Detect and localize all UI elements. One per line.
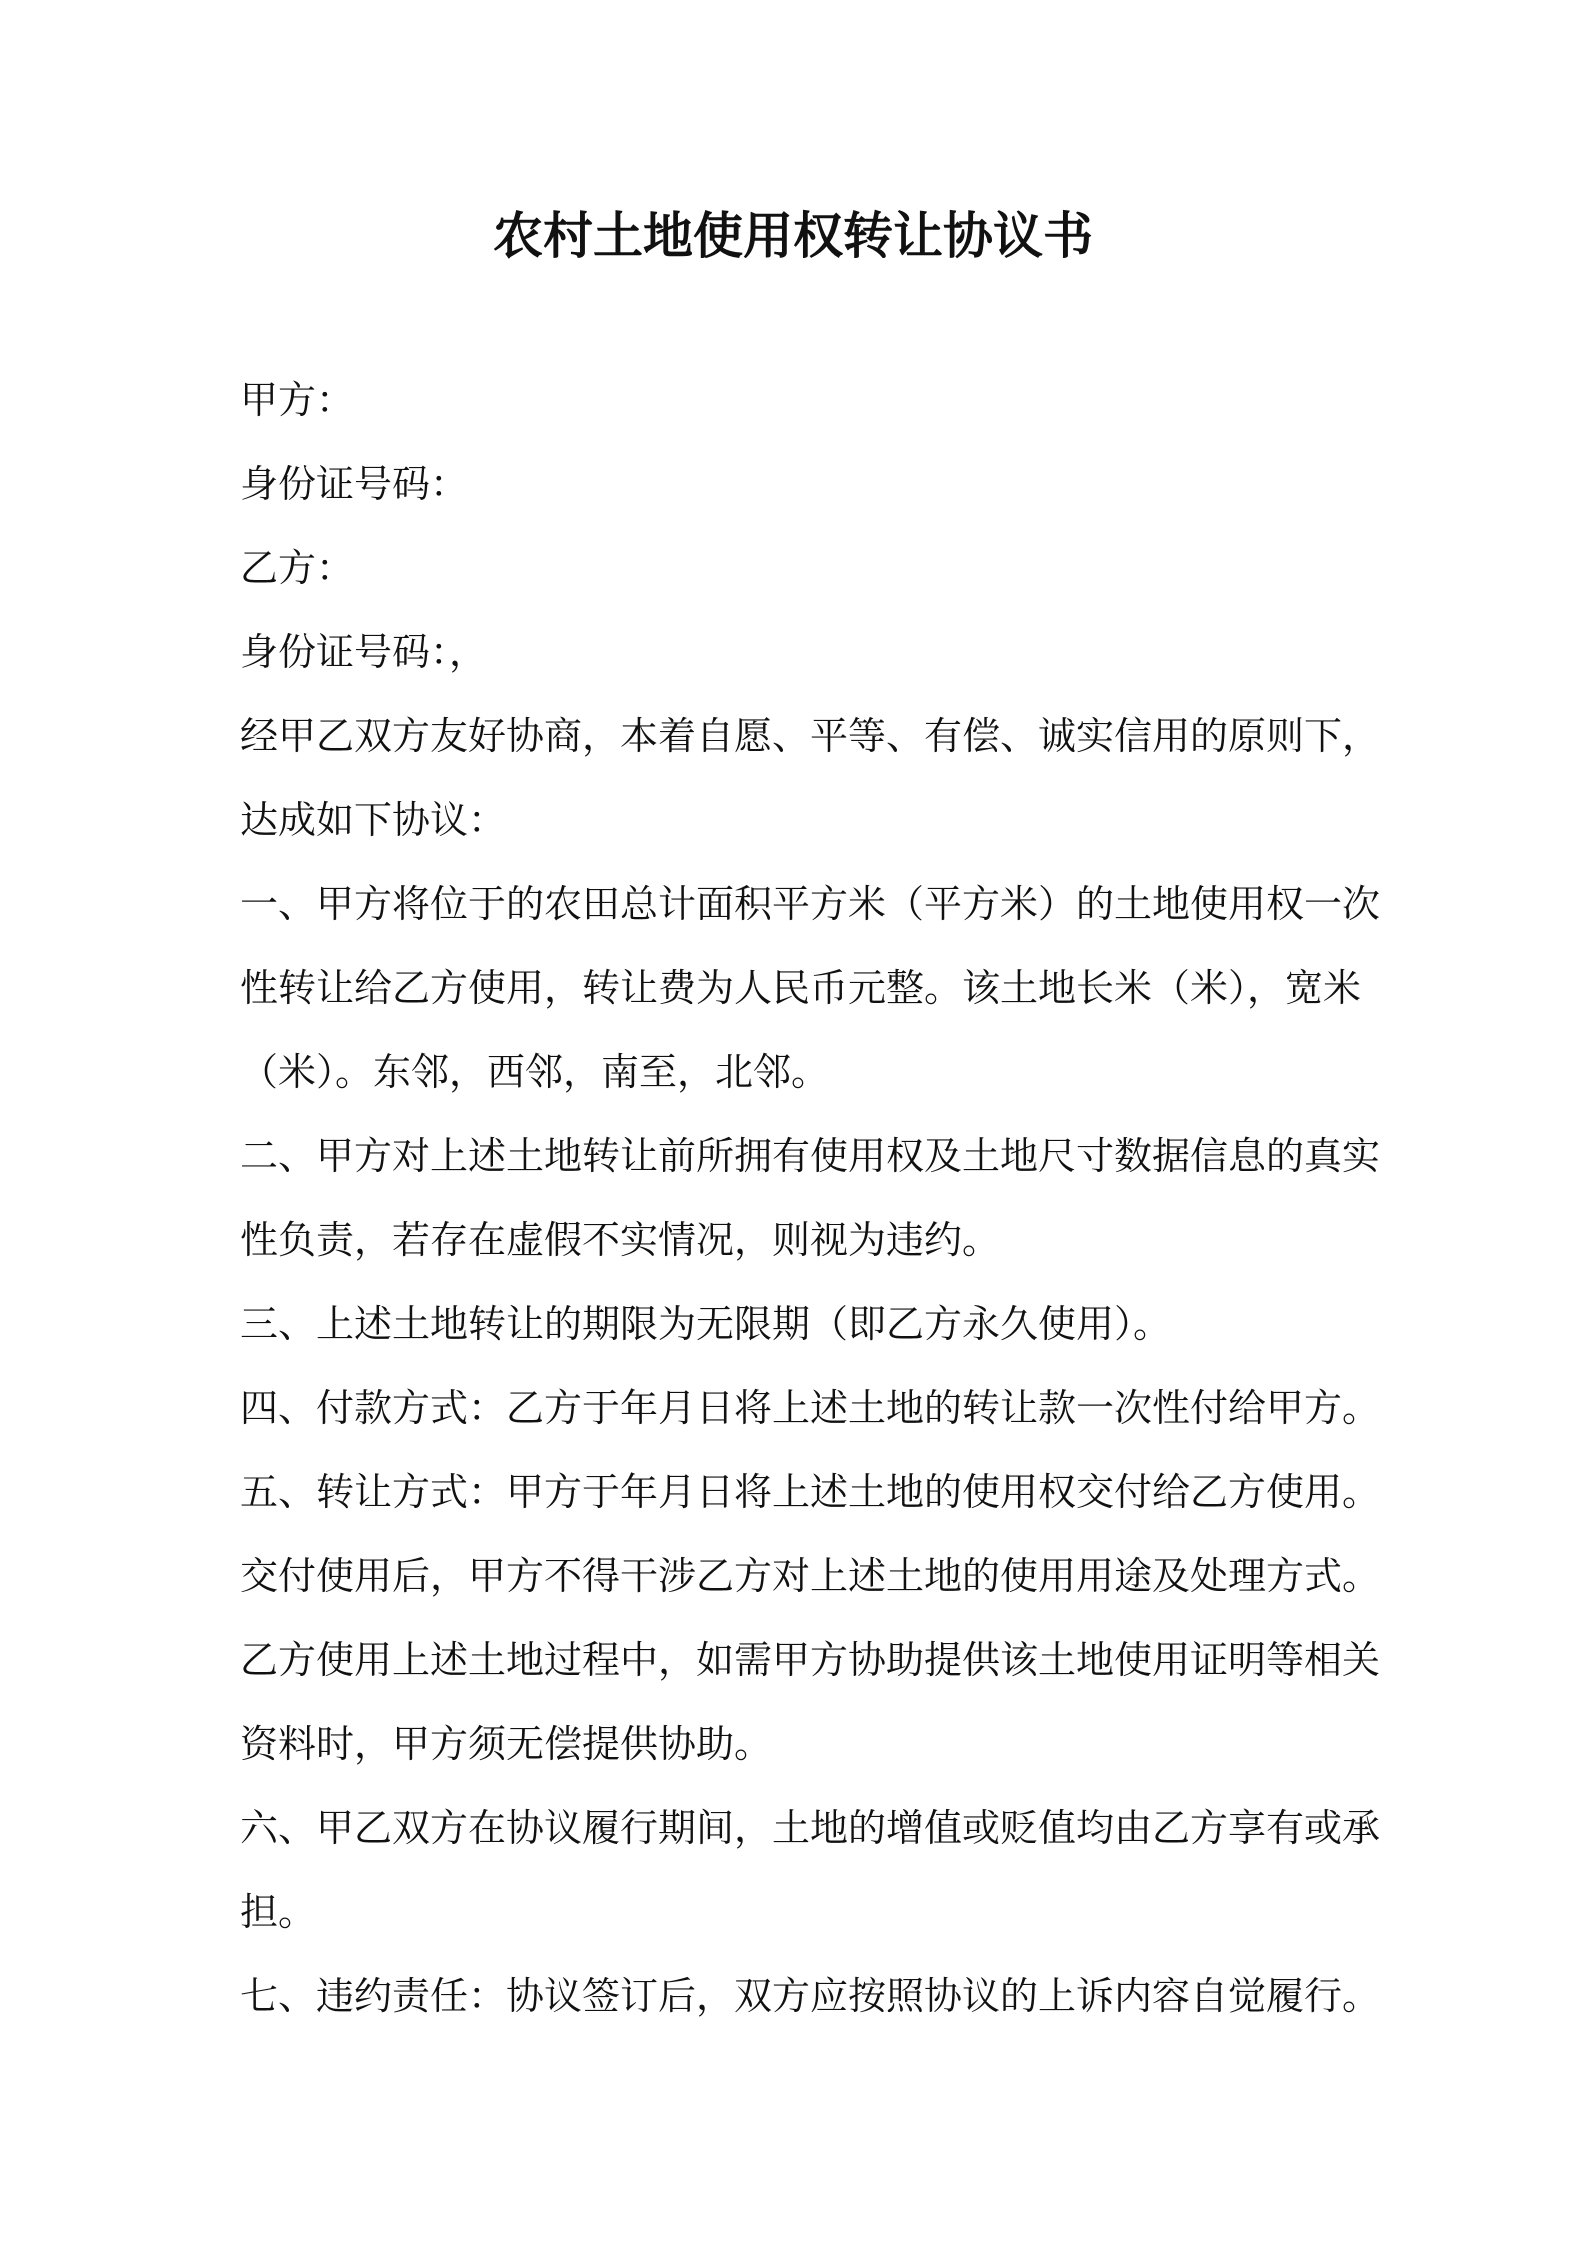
text-line: 性转让给乙方使用，转让费为人民币元整。该土地长米（米），宽米 xyxy=(240,966,1362,1010)
text-line: 身份证号码： xyxy=(240,462,469,506)
text-line: 乙方： xyxy=(240,546,355,590)
document-body xyxy=(240,358,1381,2038)
text-line: 七、违约责任：协议签订后，双方应按照协议的上诉内容自觉履行。 xyxy=(240,1974,1381,2018)
text-line: 二、甲方对上述土地转让前所拥有使用权及土地尺寸数据信息的真实 xyxy=(240,1134,1381,1178)
text-line: 乙方使用上述土地过程中，如需甲方协助提供该土地使用证明等相关 xyxy=(240,1638,1381,1682)
text-line: 性负责，若存在虚假不实情况，则视为违约。 xyxy=(240,1218,1001,1262)
document-title: 农村土地使用权转让协议书 xyxy=(493,207,1093,265)
text-line: 交付使用后，甲方不得干涉乙方对上述土地的使用用途及处理方式。 xyxy=(240,1554,1381,1598)
text-line: 四、付款方式：乙方于年月日将上述土地的转让款一次性付给甲方。 xyxy=(240,1386,1381,1430)
text-line: 三、上述土地转让的期限为无限期（即乙方永久使用）。 xyxy=(240,1302,1172,1346)
text-line: （米）。东邻，西邻，南至，北邻。 xyxy=(240,1050,830,1094)
text-line: 达成如下协议： xyxy=(240,798,507,842)
text-line: 甲方： xyxy=(240,378,355,422)
text-line: 六、甲乙双方在协议履行期间，土地的增值或贬值均由乙方享有或承 xyxy=(240,1806,1381,1850)
text-line: 资料时，甲方须无偿提供协助。 xyxy=(240,1722,773,1766)
text-line: 身份证号码：， xyxy=(240,630,488,674)
text-line: 经甲乙双方友好协商，本着自愿、平等、有偿、诚实信用的原则下， xyxy=(240,714,1381,758)
text-line: 担。 xyxy=(240,1890,317,1934)
text-line: 一、甲方将位于的农田总计面积平方米（平方米）的土地使用权一次 xyxy=(240,882,1381,926)
text-line: 五、转让方式：甲方于年月日将上述土地的使用权交付给乙方使用。 xyxy=(240,1470,1381,1514)
